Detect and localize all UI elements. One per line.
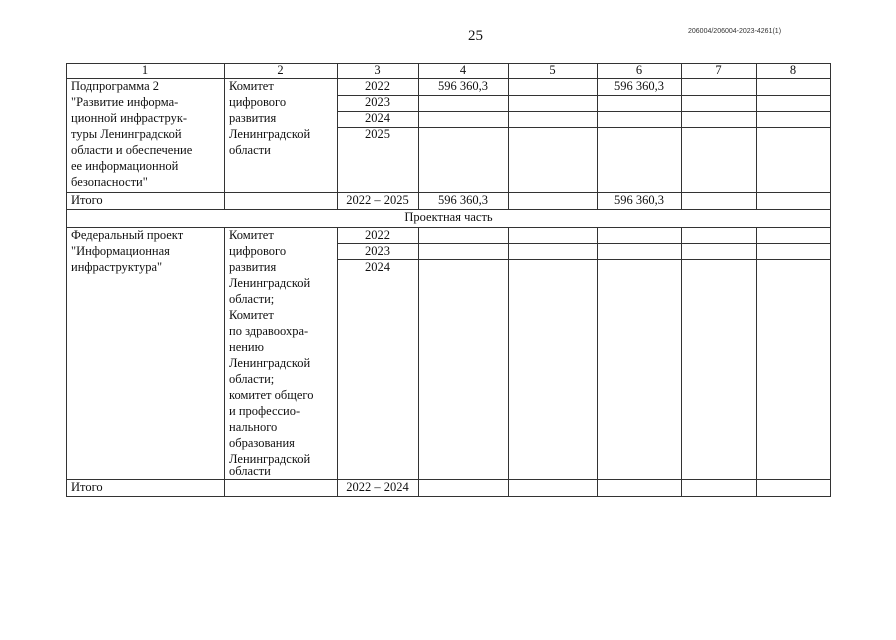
page-number: 25 [468, 28, 483, 44]
executor-line: и профессио- [229, 404, 301, 418]
executor-line: области; [229, 372, 275, 386]
executor-line: Комитет [229, 308, 274, 322]
year-cell: 2024 [365, 111, 390, 125]
executor-line: комитет общего [229, 388, 314, 402]
amount-cell: 596 360,3 [438, 79, 488, 93]
executor-line: цифрового [229, 244, 287, 258]
subprogram-name-line: ее информационной [71, 159, 179, 173]
executor-line: Ленинградской [229, 452, 311, 466]
executor-line: области; [229, 292, 275, 306]
year-cell: 2022 [365, 228, 390, 242]
executor-line: нению [229, 340, 264, 354]
column-header-1: 1 [141, 63, 149, 77]
total-label: Итого [71, 193, 103, 207]
executor-line: Ленинградской [229, 356, 311, 370]
column-header-3: 3 [374, 63, 381, 77]
project-name-line: Федеральный проект [71, 228, 184, 242]
total-amount: 596 360,3 [614, 193, 664, 207]
executor-line: развития [229, 111, 277, 125]
executor-line: Комитет [229, 228, 274, 242]
year-cell: 2025 [365, 127, 390, 141]
project-name-line: "Информационная [71, 244, 170, 258]
year-cell: 2023 [365, 244, 390, 258]
total-label: Итого [71, 480, 103, 494]
executor-line: области [229, 464, 271, 478]
executor-line: цифрового [229, 95, 287, 109]
executor-line: образования [229, 436, 295, 450]
column-header-2: 2 [277, 63, 284, 77]
column-header-8: 8 [789, 63, 797, 77]
amount-cell: 596 360,3 [614, 79, 664, 93]
column-header-5: 5 [549, 63, 556, 77]
subprogram-name-line: ционной инфраструк- [71, 111, 188, 125]
subprogram-name-line: области и обеспечение [71, 143, 193, 157]
year-cell: 2022 [365, 79, 390, 93]
subprogram-name-line: "Развитие информа- [71, 95, 179, 109]
subprogram-name-line: туры Ленинградской [71, 127, 182, 141]
executor-line: Ленинградской [229, 276, 311, 290]
year-cell: 2024 [365, 260, 390, 274]
project-name-line: инфраструктура" [71, 260, 163, 274]
column-header-4: 4 [459, 63, 467, 77]
total-years: 2022 – 2024 [346, 480, 409, 494]
subprogram-name-line: безопасности" [71, 175, 148, 189]
section-title: Проектная часть [404, 210, 493, 224]
executor-line: нального [229, 420, 278, 434]
executor-line: развития [229, 260, 277, 274]
total-years: 2022 – 2025 [346, 193, 409, 207]
subprogram-name-line: Подпрограмма 2 [71, 79, 160, 93]
executor-line: Комитет [229, 79, 274, 93]
executor-line: по здравоохра- [229, 324, 309, 338]
year-cell: 2023 [365, 95, 390, 109]
column-header-6: 6 [635, 63, 643, 77]
executor-line: области [229, 143, 271, 157]
column-header-7: 7 [715, 63, 722, 77]
document-id: 206004/206004-2023-4261(1) [688, 28, 782, 35]
executor-line: Ленинградской [229, 127, 311, 141]
total-amount: 596 360,3 [438, 193, 488, 207]
